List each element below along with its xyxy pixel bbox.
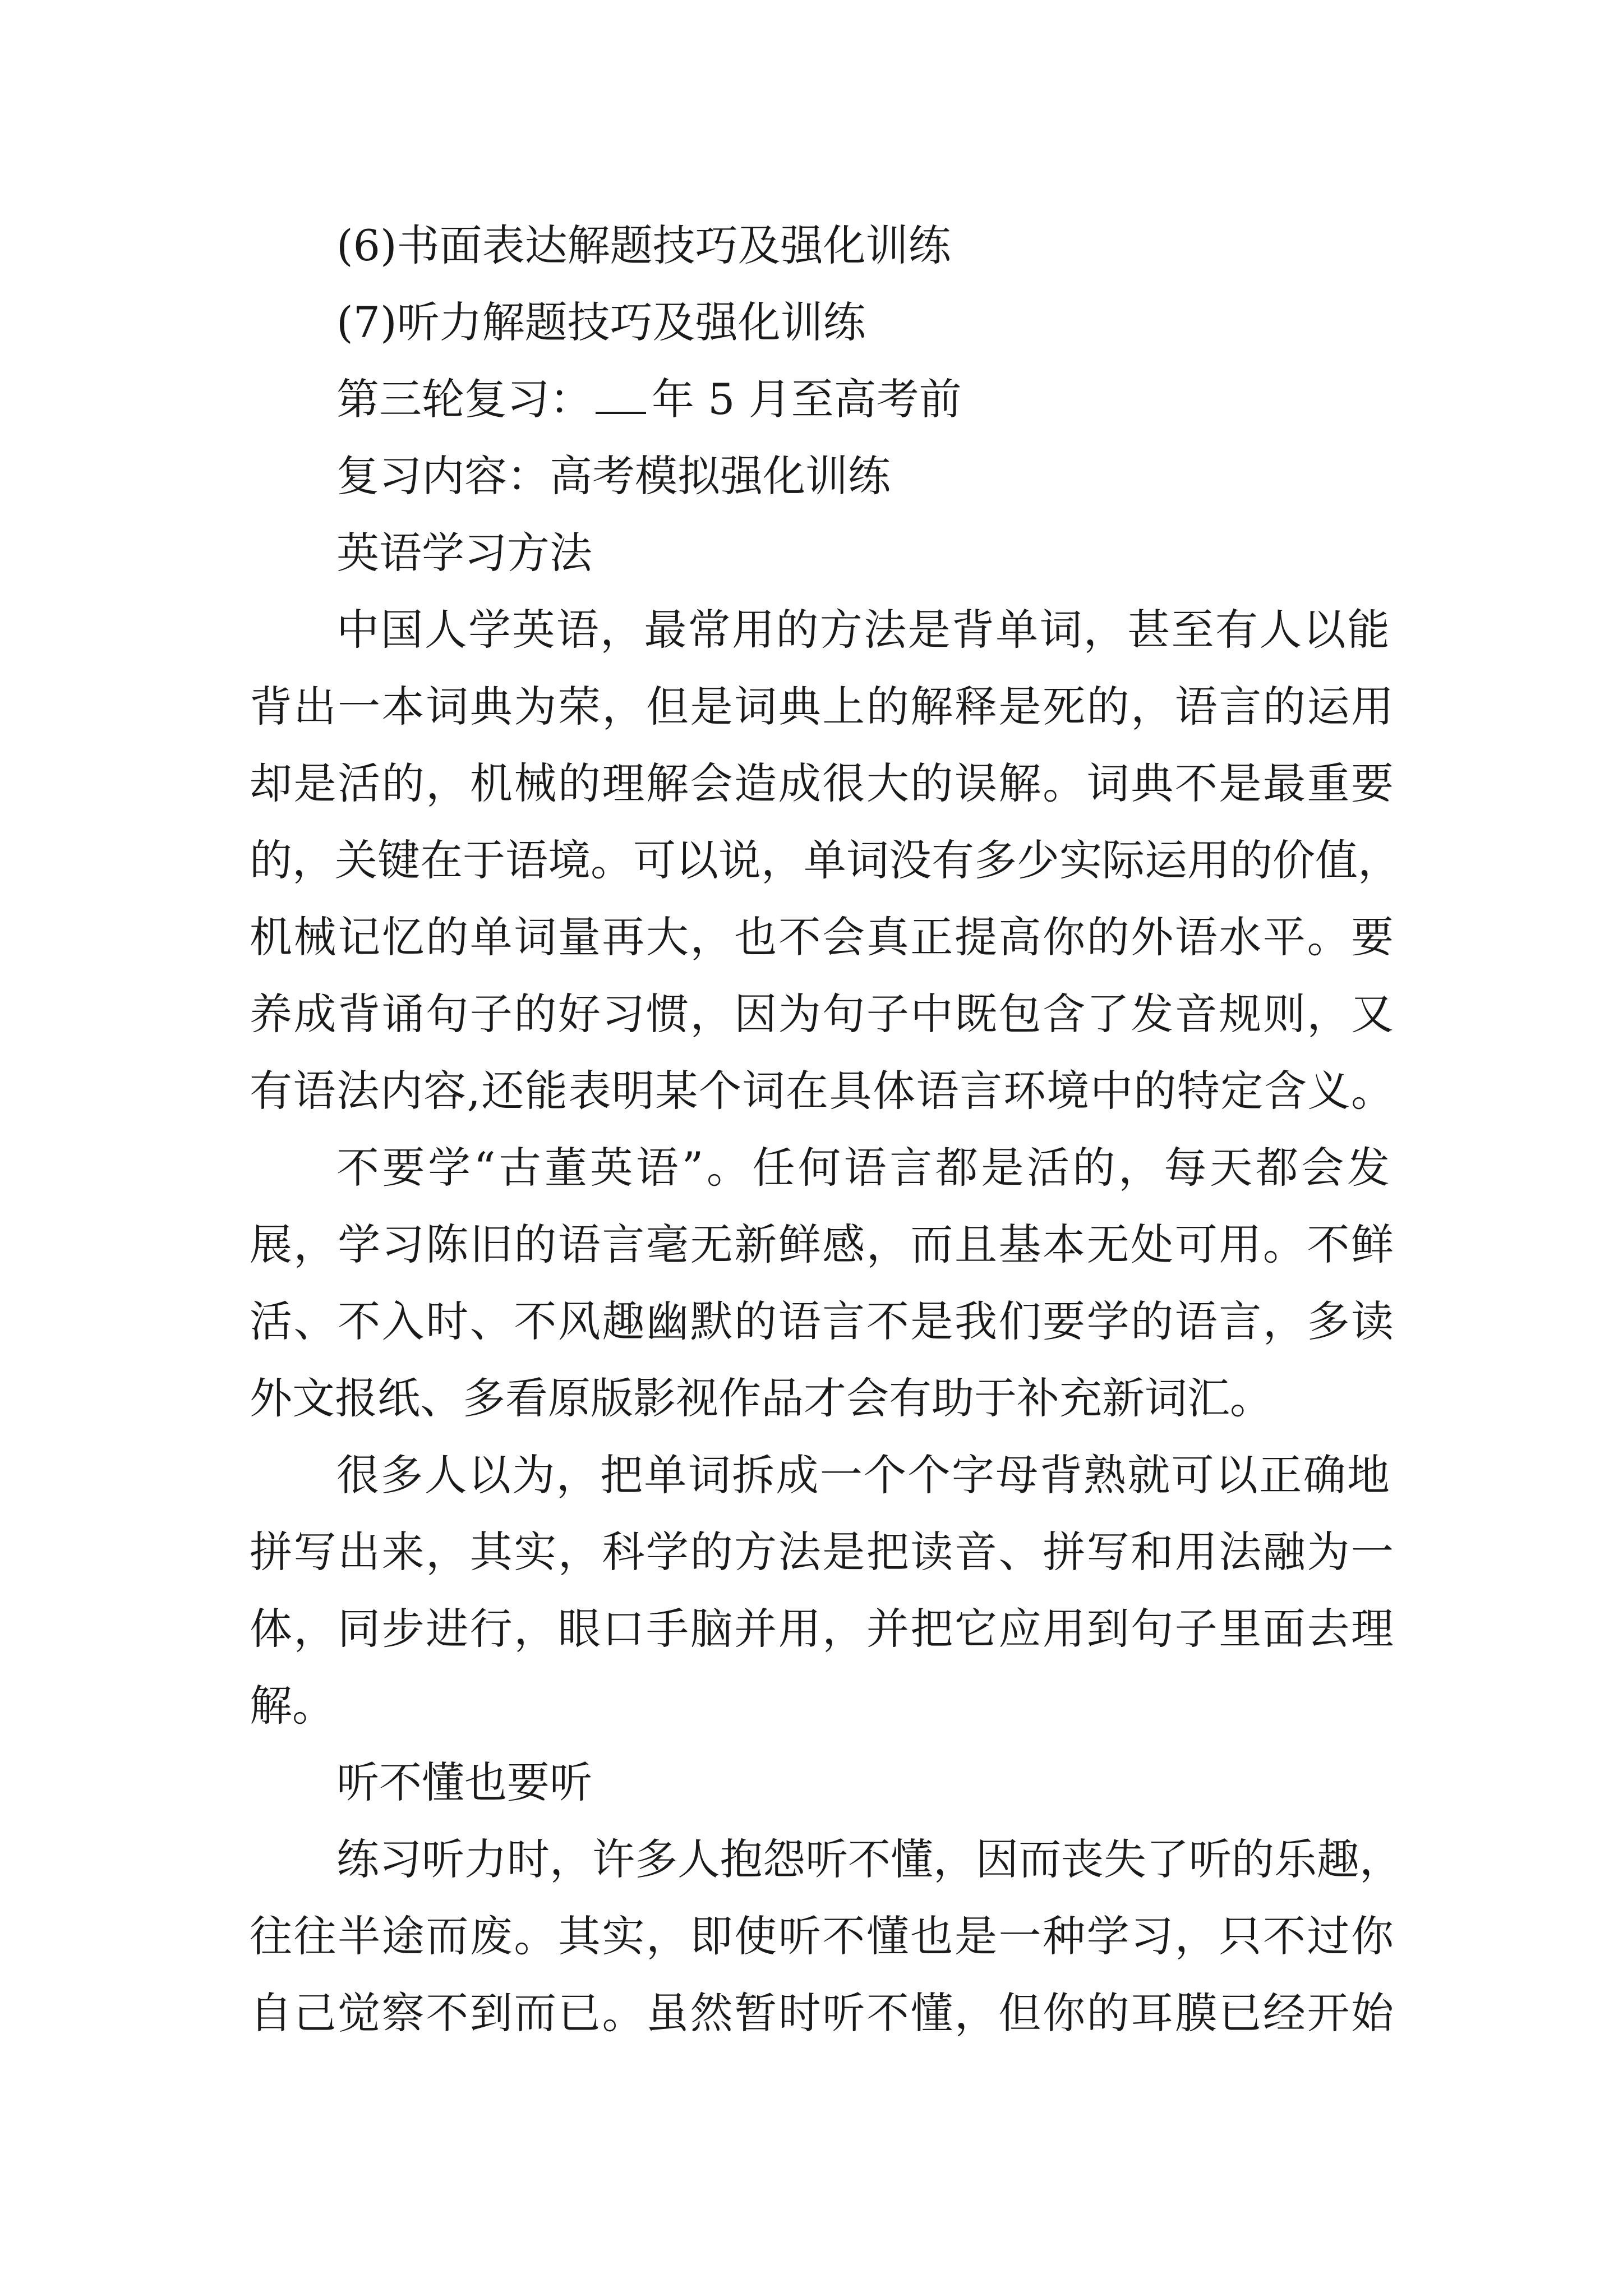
paragraph-line: 机械记忆的单词量再大，也不会真正提高你的外语水平。要 — [250, 912, 1394, 962]
paragraph-line: 体，同步进行，眼口手脑并用，并把它应用到句子里面去理 — [250, 1604, 1394, 1654]
item-6-line: (6)书面表达解题技巧及强化训练 — [336, 220, 951, 270]
paragraph-line: 中国人学英语，最常用的方法是背单词，甚至有人以能 — [336, 605, 1390, 655]
paragraph-line: 活、不入时、不风趣幽默的语言不是我们要学的语言，多读 — [250, 1296, 1394, 1346]
third-round-period: 年 5 月至高考前 — [652, 374, 962, 424]
paragraph-line: 养成背诵句子的好习惯，因为句子中既包含了发音规则，又 — [250, 989, 1394, 1039]
third-round-label: 第三轮复习： — [336, 374, 592, 424]
paragraph-line: 很多人以为，把单词拆成一个个字母背熟就可以正确地 — [336, 1450, 1390, 1500]
paragraph-line: 背出一本词典为荣，但是词典上的解释是死的，语言的运用 — [250, 682, 1394, 731]
paragraph-line: 不要学“古董英语”。任何语言都是活的，每天都会发 — [336, 1143, 1390, 1193]
paragraph-line: 展，学习陈旧的语言毫无新鲜感，而且基本无处可用。不鲜 — [250, 1220, 1394, 1269]
paragraph-line: 练习听力时，许多人抱怨听不懂，因而丧失了听的乐趣， — [336, 1834, 1402, 1884]
section-heading-english-methods: 英语学习方法 — [336, 528, 592, 578]
paragraph-line: 有语法内容,还能表明某个词在具体语言环境中的特定含义。 — [250, 1066, 1394, 1116]
paragraph-line: 的，关键在于语境。可以说，单词没有多少实际运用的价值， — [250, 835, 1400, 885]
paragraph-line: 解。 — [250, 1681, 335, 1731]
paragraph-line: 自己觉察不到而已。虽然暂时听不懂，但你的耳膜已经开始 — [250, 1988, 1394, 2038]
blank-year-underline — [596, 375, 646, 414]
paragraph-line: 却是活的，机械的理解会造成很大的误解。词典不是最重要 — [250, 758, 1394, 808]
third-round-line — [336, 371, 962, 427]
item-7-line: (7)听力解题技巧及强化训练 — [336, 297, 866, 347]
review-content-line: 复习内容：高考模拟强化训练 — [336, 451, 891, 501]
paragraph-line: 拼写出来，其实，科学的方法是把读音、拼写和用法融为一 — [250, 1527, 1394, 1577]
paragraph-line: 外文报纸、多看原版影视作品才会有助于补充新词汇。 — [250, 1373, 1272, 1423]
section-heading-listening: 听不懂也要听 — [336, 1757, 592, 1807]
paragraph-line: 往往半途而废。其实，即使听不懂也是一种学习，只不过你 — [250, 1911, 1394, 1961]
